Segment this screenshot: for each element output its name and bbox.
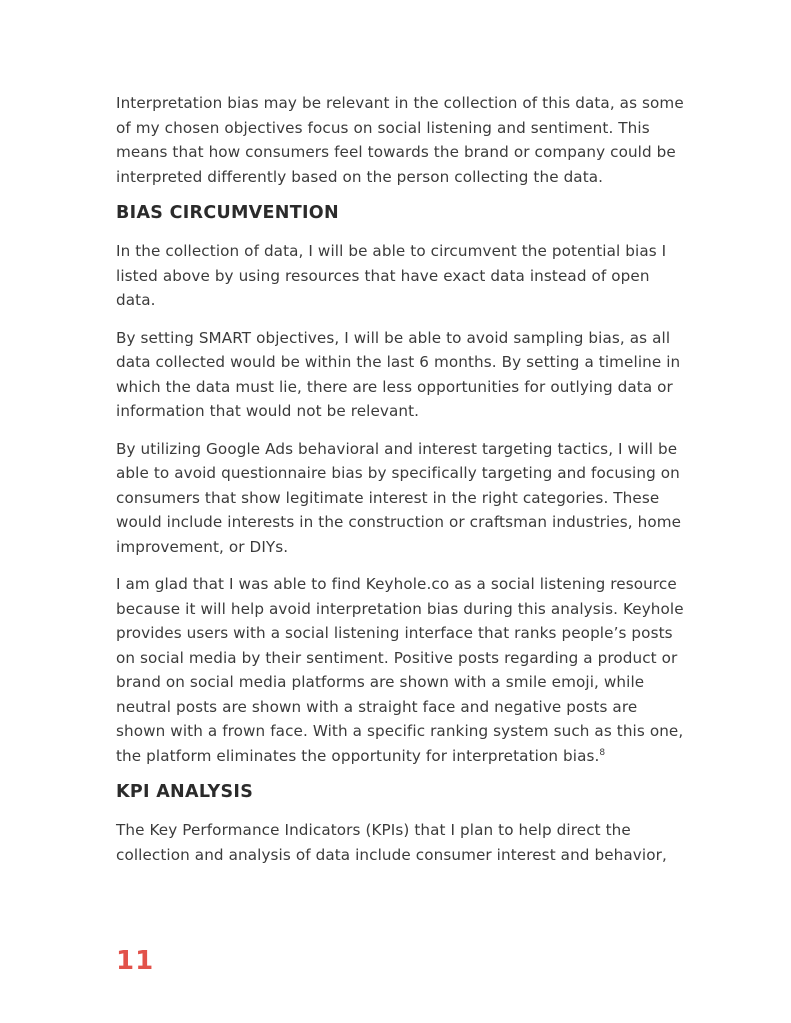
bias-paragraph-4-text: I am glad that I was able to find Keyhole.co as a social listening resource because it will help avoid interpretation bias during this analysis. Keyhole provides users with a social listening interface that ranks people’s posts on social media by their sentiment. Positive posts regarding a product or brand on social media platforms are shown with a smile emoji, while neutral posts are shown with a straight face and negative posts are shown with a frown face. With a specific ranking system such as this one, the platform eliminates the opportunity for interpretation bias. bbox=[116, 575, 684, 765]
document-body bbox=[116, 91, 688, 880]
bias-paragraph-2: By setting SMART objectives, I will be able to avoid sampling bias, as all data collected would be within the last 6 months. By setting a timeline in which the data must lie, there are less opportunities for outlying data or information that would not be relevant. bbox=[116, 328, 681, 420]
footnote-marker: 8 bbox=[599, 747, 606, 758]
bias-paragraph-3: By utilizing Google Ads behavioral and interest targeting tactics, I will be able to avoid questionnaire bias by specifically targeting and focusing on consumers that show legitimate interest in the right categories. These would include interests in the construction or craftsman industries, home improvement, or DIYs. bbox=[116, 439, 682, 556]
intro-paragraph: Interpretation bias may be relevant in the collection of this data, as some of my chosen objectives focus on social listening and sentiment. This means that how consumers feel towards the brand or company could be interpreted differently based on the person collecting the data. bbox=[116, 94, 684, 186]
kpi-analysis-heading: KPI ANALYSIS bbox=[116, 782, 254, 802]
bias-paragraph-1: In the collection of data, I will be able to circumvent the potential bias I listed above by using resources that have exact data instead of open data. bbox=[116, 242, 667, 309]
bias-paragraph-4 bbox=[116, 572, 688, 768]
kpi-paragraph: The Key Performance Indicators (KPIs) that I plan to help direct the collection and analysis of data include consumer interest and behavior, bbox=[116, 821, 667, 864]
page-number: 11 bbox=[116, 946, 155, 976]
bias-circumvention-heading: BIAS CIRCUMVENTION bbox=[116, 203, 339, 223]
